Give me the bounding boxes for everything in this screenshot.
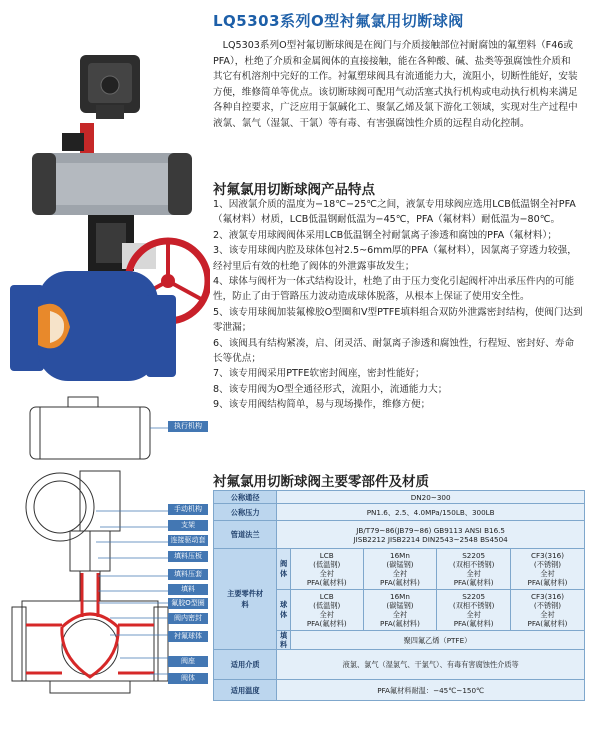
material-cell: 16Mn (碳锰钢) 全衬 PFA(氟材料) bbox=[363, 549, 437, 590]
callout-seat: 阀座 bbox=[168, 656, 208, 667]
row-label: 管道法兰 bbox=[214, 521, 277, 549]
cell-value: 聚四氟乙烯（PTFE） bbox=[290, 631, 584, 650]
row-label: 主要零件材料 bbox=[214, 549, 277, 650]
callout-o-ring: 氟胶O型圈 bbox=[168, 598, 208, 609]
feature-item: 2、液氯专用球阀阀体采用LCB低温钢全衬耐氯离子渗透和腐蚀的PFA（氟材料）； bbox=[213, 229, 557, 241]
table-row bbox=[214, 650, 585, 680]
callout-bracket: 支架 bbox=[168, 520, 208, 531]
callout-actuator: 执行机构 bbox=[168, 421, 208, 432]
material-cell: 16Mn (碳锰钢) 全衬 PFA(氟材料) bbox=[363, 590, 437, 631]
flange-standards-2: JISB2212 JISB2214 DIN2543~2548 BS4504 bbox=[353, 534, 508, 544]
material-cell: LCB (低温钢) 全衬 PFA(氟材料) bbox=[290, 549, 363, 590]
row-label: 适用介质 bbox=[214, 650, 277, 680]
material-cell: S2205 (双相不锈钢) 全衬 PFA(氟材料) bbox=[437, 590, 511, 631]
sub-label: 阀体 bbox=[277, 549, 291, 590]
features-list bbox=[213, 197, 583, 413]
callout-packing-plate: 填料压板 bbox=[168, 551, 208, 562]
valve-section-drawing bbox=[10, 395, 170, 710]
cell-value: 液氯、氯气（湿氯气、干氯气）、有毒有害腐蚀性介质等 bbox=[277, 650, 585, 680]
callout-lined-ball: 衬氟球体 bbox=[168, 631, 208, 642]
table-row bbox=[214, 504, 585, 521]
page-title: LQ5303系列O型衬氟氯用切断球阀 bbox=[213, 12, 464, 30]
cell-value bbox=[277, 521, 585, 549]
callout-inner-seal: 阀内密封 bbox=[168, 613, 208, 624]
material-cell: S2205 (双相不锈钢) 全衬 PFA(氟材料) bbox=[437, 549, 511, 590]
callout-body: 阀体 bbox=[168, 673, 208, 684]
feature-item: 9、该专用阀结构简单，易与现场操作，维修方便； bbox=[213, 399, 431, 411]
row-label: 适用温度 bbox=[214, 680, 277, 701]
parts-heading: 衬氟氯用切断球阀主要零部件及材质 bbox=[213, 474, 429, 490]
table-row bbox=[214, 491, 585, 504]
table-row bbox=[214, 680, 585, 701]
feature-item: 5、该专用球阀加装氟橡胶O型圈和V型PTFE填料组合双防外泄露密封结构，使阀门达到零泄漏； bbox=[213, 306, 583, 334]
material-cell: CF3(316) (不锈钢) 全衬 PFA(氟材料) bbox=[511, 549, 585, 590]
feature-item: 1、因液氯介质的温度为−18℃−25℃之间，液氯专用球阀应选用LCB低温钢全衬PFA（氟材料）材质，LCB低温钢耐低温为−45℃，PFA（氟材料）耐低温为−80℃。 bbox=[213, 199, 576, 226]
row-label: 公称压力 bbox=[214, 504, 277, 521]
features-heading: 衬氟氯用切断球阀产品特点 bbox=[213, 182, 375, 198]
callout-packing: 填料 bbox=[168, 584, 208, 595]
cell-value: PFA氟材料耐温：−45℃~150℃ bbox=[277, 680, 585, 701]
feature-item: 7、该专用阀采用PTFE软密封阀座，密封性能好； bbox=[213, 368, 425, 380]
intro-paragraph: LQ5303系列O型衬氟切断球阀是在阀门与介质接触部位衬耐腐蚀的氟塑料（F46或PFA），杜绝了介质和金属阀体的直接接触，能在各种酸、碱、盐类等强腐蚀性介质和其它有机溶剂中完好的工作。衬氟塑球阀具有流通能力大，流阻小，切断性能好，安装方便，维修简单等优点。该切断球阀可配用气动活塞式执行机构或电动执行机构来满足各种自控要求，广泛应用于氯碱化工、聚氯乙烯及氯下游化工领域，实现对生产过程中液氯、氯气（湿氯、干氯）等有毒、有害强腐蚀性介质的远程自动化控制。 bbox=[213, 40, 578, 129]
callout-manual-mechanism: 手动机构 bbox=[168, 504, 208, 515]
callout-packing-sleeve: 填料压套 bbox=[168, 569, 208, 580]
feature-item: 3、该专用球阀内腔及球体包衬2.5~6mm厚的PFA（氟材料），因氯离子穿透力较强，经衬里后有效的杜绝了阀体的外泄露事故发生； bbox=[213, 245, 577, 272]
cell-value: DN20~300 bbox=[277, 491, 585, 504]
material-cell: LCB (低温钢) 全衬 PFA(氟材料) bbox=[290, 590, 363, 631]
sub-label: 球体 bbox=[277, 590, 291, 631]
row-label: 公称通径 bbox=[214, 491, 277, 504]
materials-table bbox=[213, 490, 585, 701]
cell-value: PN1.6、2.5、4.0MPa/150LB、300LB bbox=[277, 504, 585, 521]
feature-item: 4、球体与阀杆为一体式结构设计，杜绝了由于压力变化引起阀杆冲出承压件内的可能性，防止了由于管路压力波动造成球体脱落，从根本上保证了使用安全性。 bbox=[213, 276, 575, 303]
flange-standards-1: JB/T79~86(JB79~86) GB9113 ANSI B16.5 bbox=[356, 525, 506, 535]
material-cell: CF3(316) (不锈钢) 全衬 PFA(氟材料) bbox=[511, 590, 585, 631]
feature-item: 8、该专用阀为O型全通径形式，流阻小，流通能力大； bbox=[213, 383, 448, 395]
sub-label: 填料 bbox=[277, 631, 291, 650]
table-row bbox=[214, 549, 585, 590]
valve-product-photo bbox=[10, 45, 210, 390]
callout-drive-sleeve: 连接驱动套 bbox=[168, 535, 208, 546]
table-row bbox=[214, 521, 585, 549]
feature-item: 6、该阀具有结构紧凑，启、闭灵活、耐氯离子渗透和腐蚀性，行程短、密封好、寿命长等优点； bbox=[213, 337, 575, 365]
